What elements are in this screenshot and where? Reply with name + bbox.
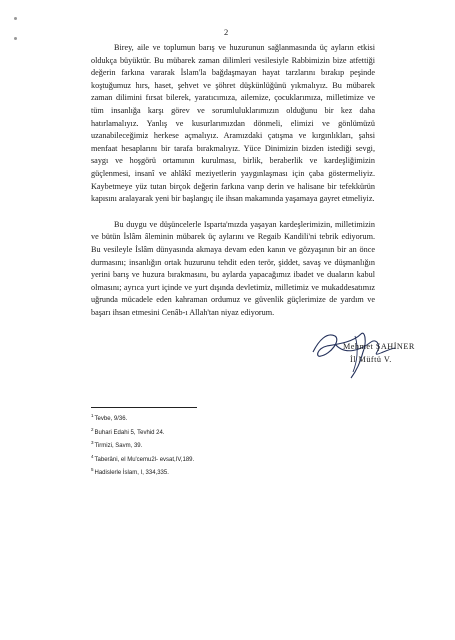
footnote-number: 1 (91, 413, 94, 418)
footnote (91, 452, 194, 466)
signatory-name: Mehmet ŞAHİNER (343, 342, 415, 351)
footnote-number: 4 (91, 453, 94, 459)
scan-mark (14, 37, 17, 40)
footnote-number: 5 (91, 467, 94, 472)
footnote-text: Buhari Edahi 5, Tevhid 24. (94, 429, 165, 436)
handwritten-signature-icon (305, 322, 415, 386)
signature-block (305, 322, 415, 386)
footnote-number: 3 (91, 440, 94, 445)
paragraph: Bu duygu ve düşüncelerle Isparta'mızda yaşayan kardeşlerimizin, milletimizin ve bütün İslâm âleminin mübarek üç aylarını ve Regaib Kandili'ni tebrik ediyorum. Bu vesileyle İslâm dünyasında akmaya devam eden kanın ve gözyaşının bir an önce durmasını; insanlığın ortak huzurunu tehdit eden terör, şiddet, savaş ve düşmanlığın yerini barış ve huzura bırakmasını, bu aylarda yapacağımız ibadet ve duaların kabul olmasını; ayrıca yurt içinde ve yurt dışında devletimiz, milletimiz ve mukaddesatımız uğrunda mücadele eden kahraman ordumuz ve güvenlik güçlerimize de yardım ve başarı ihsan etmesini Cenâb-ı Allah'tan niyaz ediyorum. (91, 219, 375, 317)
footnote-number: 2 (91, 426, 94, 432)
footnote-divider (91, 407, 197, 408)
footnote (91, 438, 194, 452)
scan-mark (14, 17, 17, 20)
signatory-title: İl Müftü V. (350, 355, 392, 364)
footnote-text: Tirmizi, Savm, 39. (94, 443, 143, 449)
footnote-text: Taberâni, el Mu'cemu2l- evsat,IV,189. (94, 456, 195, 463)
paragraph: Birey, aile ve toplumun barış ve huzurunun sağlanmasında üç ayların etkisi oldukça büyüktür. Bu mübarek zaman dilimleri vesilesiyle Rabbimizin bize atfettiği değerin farkına vararak İslam'la bağdaşmayan hayat tarzlarını bırakıp peşinde koştuğumuz hırs, haset, şehvet ve şöhret düşkünlüğünü yıkmalıyız. Bu mübarek zaman dilimini fırsat bilerek, yaratıcımıza, ailemize, çocuklarımıza, milletimize ve tüm insanlığa karşı görev ve sorumluluklarımızın olduğunu bir kez daha hatırlamalıyız. Yanlış ve kusurlarımızdan dönmeli, elimizi ve gönlümüzü uzanabileceğimiz herkese açmalıyız. Aramızdaki çatışma ve kırgınlıkları, şahsi menfaat hesaplarını bir tarafa bırakmalıyız. Yüce Dinimizin bizden istediği sevgi, saygı ve hoşgörü ortamının kurulması, birlik, beraberlik ve kardeşliğimizin güçlenmesi, insanî ve ahlâkî meziyetlerin yaygınlaşması için çaba göstermeliyiz. Kaybetmeye yüz tutan birçok değerin farkına varıp derin ve halisane bir tefekkürün kapısını aralayarak yeni bir başlangıç ile ihsan makamında yaşamaya gayret etmeliyiz. (91, 43, 375, 204)
footnote-text: Hadislerle İslam, I, 334,335. (94, 470, 169, 476)
footnote (91, 465, 194, 479)
body-text (91, 42, 375, 332)
page-number: 2 (224, 27, 229, 37)
footnote (91, 425, 194, 439)
footnote-text: Tevbe, 9/36. (94, 416, 128, 422)
footnotes (91, 411, 194, 479)
footnote (91, 411, 194, 425)
